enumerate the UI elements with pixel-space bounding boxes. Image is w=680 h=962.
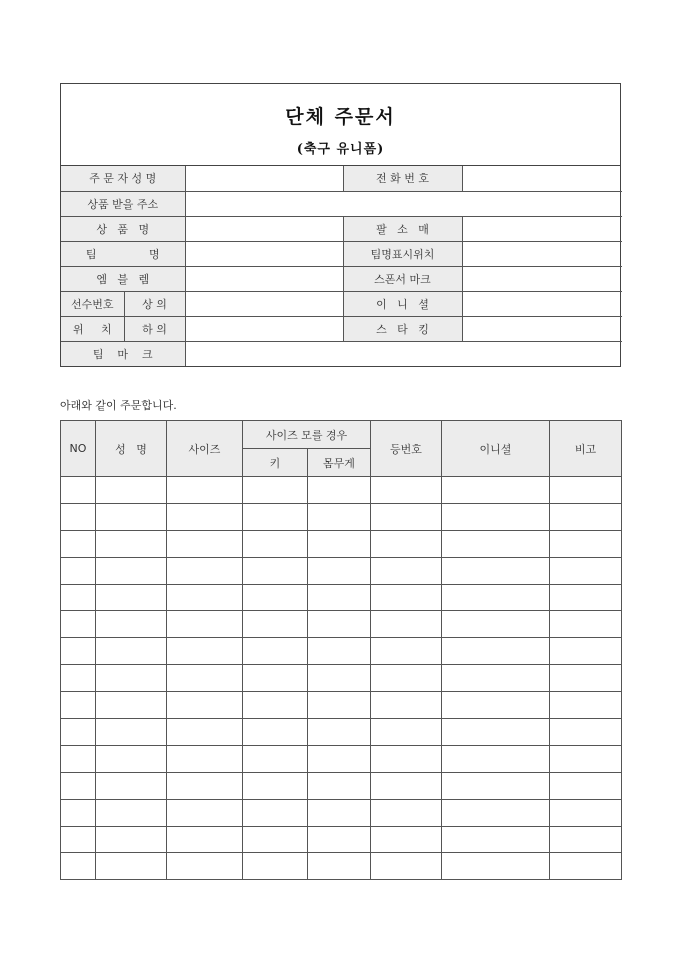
cell-size[interactable] (167, 477, 243, 504)
cell-remarks[interactable] (550, 665, 622, 692)
sponsor-mark-label: 스폰서 마크 (343, 266, 462, 291)
product-name-field[interactable] (185, 216, 343, 241)
col-initial: 이니셜 (442, 421, 550, 477)
seller-label: 팔 소 매 (343, 216, 462, 241)
cell-initial[interactable] (442, 530, 550, 557)
cell-remarks[interactable] (550, 772, 622, 799)
page-title: 단체 주문서 (285, 106, 396, 128)
bottom-field[interactable] (185, 316, 343, 341)
cell-height[interactable] (243, 638, 308, 665)
cell-initial[interactable] (442, 584, 550, 611)
cell-no[interactable] (61, 826, 96, 853)
cell-initial[interactable] (442, 477, 550, 504)
team-name-position-label: 팀명표시위치 (343, 241, 462, 266)
team-name-field[interactable] (185, 241, 343, 266)
cell-size[interactable] (167, 719, 243, 746)
table-row (61, 530, 622, 557)
cell-no[interactable] (61, 665, 96, 692)
emblem-field[interactable] (185, 266, 343, 291)
order-info-form (60, 83, 621, 367)
cell-height[interactable] (243, 503, 308, 530)
cell-no[interactable] (61, 611, 96, 638)
cell-remarks[interactable] (550, 692, 622, 719)
cell-size[interactable] (167, 692, 243, 719)
cell-initial[interactable] (442, 826, 550, 853)
cell-height[interactable] (243, 772, 308, 799)
cell-height[interactable] (243, 719, 308, 746)
table-row (61, 477, 622, 504)
table-row (61, 665, 622, 692)
sponsor-mark-field[interactable] (462, 266, 622, 291)
cell-remarks[interactable] (550, 530, 622, 557)
cell-size[interactable] (167, 584, 243, 611)
cell-name[interactable] (96, 719, 167, 746)
table-row (61, 692, 622, 719)
table-row (61, 503, 622, 530)
col-size: 사이즈 (167, 421, 243, 477)
cell-name[interactable] (96, 557, 167, 584)
cell-remarks[interactable] (550, 853, 622, 880)
cell-no[interactable] (61, 853, 96, 880)
cell-height[interactable] (243, 853, 308, 880)
cell-number[interactable] (371, 665, 442, 692)
cell-initial[interactable] (442, 557, 550, 584)
cell-remarks[interactable] (550, 719, 622, 746)
cell-weight[interactable] (308, 530, 371, 557)
cell-initial[interactable] (442, 692, 550, 719)
cell-weight[interactable] (308, 853, 371, 880)
col-height: 키 (243, 449, 308, 477)
cell-weight[interactable] (308, 799, 371, 826)
table-row (61, 772, 622, 799)
cell-size[interactable] (167, 665, 243, 692)
cell-height[interactable] (243, 530, 308, 557)
cell-number[interactable] (371, 853, 442, 880)
table-row (61, 826, 622, 853)
phone-field[interactable] (462, 166, 622, 191)
cell-weight[interactable] (308, 477, 371, 504)
cell-number[interactable] (371, 477, 442, 504)
cell-initial[interactable] (442, 745, 550, 772)
cell-number[interactable] (371, 503, 442, 530)
address-label: 상품 받을 주소 (61, 191, 185, 216)
cell-name[interactable] (96, 745, 167, 772)
cell-no[interactable] (61, 477, 96, 504)
cell-height[interactable] (243, 799, 308, 826)
table-row (61, 719, 622, 746)
col-remarks: 비고 (550, 421, 622, 477)
cell-size[interactable] (167, 530, 243, 557)
cell-initial[interactable] (442, 853, 550, 880)
cell-initial[interactable] (442, 719, 550, 746)
cell-size[interactable] (167, 799, 243, 826)
cell-remarks[interactable] (550, 477, 622, 504)
cell-name[interactable] (96, 853, 167, 880)
cell-name[interactable] (96, 692, 167, 719)
cell-size[interactable] (167, 745, 243, 772)
col-no: NO (61, 421, 96, 477)
cell-number[interactable] (371, 826, 442, 853)
product-name-label: 상 품 명 (61, 216, 185, 241)
orderer-name-field[interactable] (185, 166, 343, 191)
cell-size[interactable] (167, 772, 243, 799)
cell-height[interactable] (243, 826, 308, 853)
cell-height[interactable] (243, 584, 308, 611)
team-mark-label: 팀 마 크 (61, 341, 185, 366)
order-note: 아래와 같이 주문합니다. (60, 399, 177, 412)
cell-number[interactable] (371, 557, 442, 584)
table-row (61, 638, 622, 665)
cell-size[interactable] (167, 503, 243, 530)
cell-number[interactable] (371, 611, 442, 638)
cell-weight[interactable] (308, 638, 371, 665)
cell-remarks[interactable] (550, 611, 622, 638)
cell-name[interactable] (96, 826, 167, 853)
initial-field[interactable] (462, 291, 622, 316)
cell-name[interactable] (96, 772, 167, 799)
page-subtitle: (축구 유니폼) (296, 142, 385, 157)
cell-number[interactable] (371, 745, 442, 772)
col-name: 성 명 (96, 421, 167, 477)
cell-weight[interactable] (308, 611, 371, 638)
cell-height[interactable] (243, 477, 308, 504)
col-number: 등번호 (371, 421, 442, 477)
cell-remarks[interactable] (550, 799, 622, 826)
cell-remarks[interactable] (550, 557, 622, 584)
cell-weight[interactable] (308, 772, 371, 799)
cell-remarks[interactable] (550, 503, 622, 530)
title-box (61, 84, 620, 166)
cell-weight[interactable] (308, 557, 371, 584)
info-table (61, 166, 622, 366)
cell-name[interactable] (96, 584, 167, 611)
top-field[interactable] (185, 291, 343, 316)
player-number-label: 선수번호 (61, 291, 124, 316)
team-mark-field[interactable] (185, 341, 622, 366)
cell-height[interactable] (243, 745, 308, 772)
cell-no[interactable] (61, 692, 96, 719)
cell-weight[interactable] (308, 826, 371, 853)
cell-no[interactable] (61, 530, 96, 557)
top-label: 상 의 (124, 291, 185, 316)
cell-size[interactable] (167, 638, 243, 665)
table-row (61, 611, 622, 638)
cell-no[interactable] (61, 719, 96, 746)
cell-initial[interactable] (442, 503, 550, 530)
cell-name[interactable] (96, 477, 167, 504)
cell-no[interactable] (61, 503, 96, 530)
cell-number[interactable] (371, 638, 442, 665)
cell-name[interactable] (96, 530, 167, 557)
cell-height[interactable] (243, 611, 308, 638)
cell-weight[interactable] (308, 692, 371, 719)
team-name-position-field[interactable] (462, 241, 622, 266)
table-row (61, 853, 622, 880)
stocking-field[interactable] (462, 316, 622, 341)
table-row (61, 799, 622, 826)
cell-initial[interactable] (442, 638, 550, 665)
cell-size[interactable] (167, 557, 243, 584)
cell-size[interactable] (167, 826, 243, 853)
cell-remarks[interactable] (550, 638, 622, 665)
cell-remarks[interactable] (550, 745, 622, 772)
col-unknown-size: 사이즈 모를 경우 (243, 421, 371, 449)
cell-number[interactable] (371, 692, 442, 719)
cell-weight[interactable] (308, 503, 371, 530)
bottom-label: 하 의 (124, 316, 185, 341)
cell-name[interactable] (96, 611, 167, 638)
cell-number[interactable] (371, 799, 442, 826)
emblem-label: 엠 블 렘 (61, 266, 185, 291)
cell-no[interactable] (61, 799, 96, 826)
cell-no[interactable] (61, 584, 96, 611)
orderer-name-label: 주 문 자 성 명 (61, 166, 185, 191)
cell-remarks[interactable] (550, 584, 622, 611)
cell-no[interactable] (61, 557, 96, 584)
initial-label: 이 니 셜 (343, 291, 462, 316)
table-row (61, 557, 622, 584)
cell-name[interactable] (96, 665, 167, 692)
cell-number[interactable] (371, 530, 442, 557)
cell-size[interactable] (167, 611, 243, 638)
cell-no[interactable] (61, 772, 96, 799)
position-label: 위 치 (61, 316, 124, 341)
order-rows (61, 477, 622, 880)
cell-name[interactable] (96, 638, 167, 665)
cell-initial[interactable] (442, 665, 550, 692)
col-weight: 몸무게 (308, 449, 371, 477)
cell-height[interactable] (243, 665, 308, 692)
cell-name[interactable] (96, 799, 167, 826)
cell-no[interactable] (61, 638, 96, 665)
cell-initial[interactable] (442, 799, 550, 826)
cell-initial[interactable] (442, 611, 550, 638)
cell-number[interactable] (371, 719, 442, 746)
cell-number[interactable] (371, 584, 442, 611)
table-row (61, 745, 622, 772)
team-name-label: 팀 명 (61, 241, 185, 266)
cell-height[interactable] (243, 692, 308, 719)
cell-weight[interactable] (308, 665, 371, 692)
address-field[interactable] (185, 191, 622, 216)
cell-name[interactable] (96, 503, 167, 530)
seller-field[interactable] (462, 216, 622, 241)
cell-remarks[interactable] (550, 826, 622, 853)
cell-initial[interactable] (442, 772, 550, 799)
cell-weight[interactable] (308, 584, 371, 611)
cell-height[interactable] (243, 557, 308, 584)
cell-no[interactable] (61, 745, 96, 772)
table-row (61, 584, 622, 611)
cell-number[interactable] (371, 772, 442, 799)
stocking-label: 스 타 킹 (343, 316, 462, 341)
cell-size[interactable] (167, 853, 243, 880)
cell-weight[interactable] (308, 719, 371, 746)
cell-weight[interactable] (308, 745, 371, 772)
phone-label: 전 화 번 호 (343, 166, 462, 191)
order-table (60, 420, 622, 880)
